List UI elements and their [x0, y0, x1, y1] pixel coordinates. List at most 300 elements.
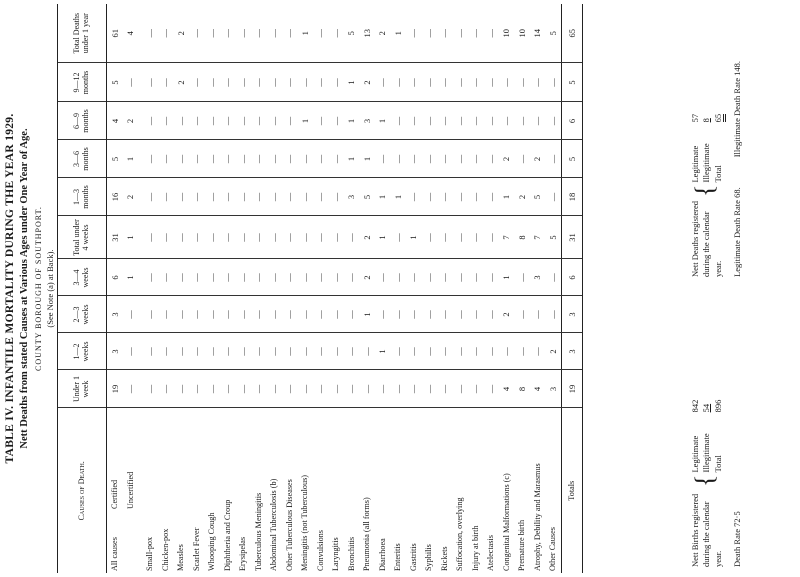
cause-label: Scarlet Fever	[191, 527, 201, 571]
value-cell: —	[406, 296, 422, 333]
value-cell: 3	[107, 296, 123, 333]
value-cell: —	[406, 102, 422, 140]
value-cell: —	[390, 140, 406, 178]
deaths-illegit-value: 8	[701, 118, 712, 123]
value-cell: —	[282, 259, 298, 296]
value-cell: —	[251, 216, 267, 259]
value-cell: —	[189, 178, 205, 216]
table-row	[437, 4, 453, 573]
table-row	[344, 4, 360, 573]
value-cell: 5	[545, 216, 561, 259]
value-cell: —	[452, 140, 468, 178]
value-cell: 2	[545, 333, 561, 370]
value-cell: —	[204, 333, 220, 370]
header-row	[58, 4, 107, 573]
table-row	[123, 4, 139, 573]
table-row	[235, 4, 251, 573]
totals-cell: 19	[561, 370, 582, 408]
value-cell: —	[328, 259, 344, 296]
cause-label: Atelectasis	[486, 535, 496, 571]
value-cell: 8	[514, 370, 530, 408]
value-cell: —	[437, 216, 453, 259]
value-cell: —	[266, 102, 282, 140]
value-cell: 4	[107, 102, 123, 140]
table-subtitle: Nett Deaths from stated Causes at Various Ages under One Year of Age.	[19, 128, 30, 449]
value-cell: 1	[499, 259, 515, 296]
value-cell: —	[220, 370, 236, 408]
value-cell: —	[452, 216, 468, 259]
cause-cell	[266, 408, 282, 573]
cause-label: Pneumonia (all forms)	[362, 497, 372, 571]
cause-label: Abdominal Tuberculosis (b)	[269, 478, 279, 571]
all-causes-label: All causes	[110, 537, 120, 571]
table-row	[173, 4, 189, 573]
cause-cell	[390, 408, 406, 573]
value-cell: —	[251, 259, 267, 296]
value-cell: 16	[107, 178, 123, 216]
value-cell: 19	[107, 370, 123, 408]
value-cell: —	[204, 259, 220, 296]
cause-label: Suffocation, overlying	[455, 497, 465, 571]
value-cell: —	[220, 4, 236, 63]
value-cell: —	[437, 102, 453, 140]
table-row	[158, 4, 174, 573]
value-cell: 4	[499, 370, 515, 408]
value-cell: 1	[375, 333, 391, 370]
births-block	[690, 400, 744, 567]
value-cell: 2	[375, 4, 391, 63]
value-cell: —	[235, 4, 251, 63]
totals-cell: 6	[561, 259, 582, 296]
value-cell: —	[421, 178, 437, 216]
value-cell: —	[313, 296, 329, 333]
value-cell: —	[514, 333, 530, 370]
cause-cell	[173, 408, 189, 573]
value-cell: —	[220, 63, 236, 102]
cause-label: Atrophy, Debility and Marasmus	[532, 463, 542, 571]
value-cell: 1	[499, 178, 515, 216]
value-cell: 3	[344, 178, 360, 216]
value-cell: —	[421, 296, 437, 333]
cause-label: Convulsions	[315, 530, 325, 571]
cause-cell	[142, 408, 158, 573]
cause-cell	[375, 408, 391, 573]
value-cell: —	[483, 178, 499, 216]
cause-cell	[189, 408, 205, 573]
cause-label: Measles	[176, 544, 186, 571]
value-cell: —	[452, 178, 468, 216]
value-cell: —	[251, 63, 267, 102]
value-cell: —	[235, 333, 251, 370]
value-cell: —	[123, 333, 139, 370]
value-cell: —	[158, 333, 174, 370]
value-cell: —	[142, 4, 158, 63]
totals-cell: 5	[561, 140, 582, 178]
value-cell: —	[483, 140, 499, 178]
cause-cell	[406, 408, 422, 573]
value-cell: —	[173, 333, 189, 370]
value-cell: —	[406, 140, 422, 178]
table-row	[514, 4, 530, 573]
value-cell: —	[406, 63, 422, 102]
value-cell: —	[437, 140, 453, 178]
cause-label: Diarrhoea	[377, 538, 387, 571]
deaths-label: Nett Deaths registered during the calendar year.	[690, 201, 723, 277]
value-cell: —	[204, 370, 220, 408]
value-cell: —	[468, 63, 484, 102]
births-illegit-label: Illegitimate	[701, 433, 712, 473]
totals-cell: 6	[561, 102, 582, 140]
value-cell: —	[483, 4, 499, 63]
value-cell: —	[437, 333, 453, 370]
value-cell: —	[266, 296, 282, 333]
value-cell: —	[421, 259, 437, 296]
cause-cell	[282, 408, 298, 573]
value-cell: —	[421, 370, 437, 408]
value-cell: —	[158, 140, 174, 178]
value-cell: —	[220, 140, 236, 178]
value-cell: —	[313, 4, 329, 63]
value-cell: —	[251, 4, 267, 63]
value-cell: 14	[530, 4, 546, 63]
value-cell: —	[545, 140, 561, 178]
cause-label: Other Causes	[548, 527, 558, 571]
value-cell: —	[375, 370, 391, 408]
value-cell: 2	[530, 140, 546, 178]
value-cell: 2	[499, 140, 515, 178]
value-cell: —	[282, 296, 298, 333]
value-cell: —	[437, 259, 453, 296]
totals-cell: 31	[561, 216, 582, 259]
cause-cell	[204, 408, 220, 573]
value-cell: 5	[530, 178, 546, 216]
value-cell: —	[204, 102, 220, 140]
table-row	[530, 4, 546, 573]
value-cell: 7	[499, 216, 515, 259]
header-cell: 3—6 months	[58, 140, 107, 178]
value-cell: —	[282, 4, 298, 63]
value-cell: —	[235, 259, 251, 296]
value-cell: —	[142, 259, 158, 296]
value-cell: —	[235, 370, 251, 408]
cause-label: Erysipelas	[238, 536, 248, 571]
cause-label: Laryngitis	[331, 537, 341, 571]
value-cell: —	[514, 140, 530, 178]
value-cell: —	[406, 259, 422, 296]
value-cell: —	[406, 178, 422, 216]
cause-label: Enteritis	[393, 543, 403, 571]
cause-cell	[545, 408, 561, 573]
value-cell: —	[204, 4, 220, 63]
value-cell: —	[421, 63, 437, 102]
value-cell: —	[313, 63, 329, 102]
totals-cell: 5	[561, 63, 582, 102]
births-label: Nett Births registered during the calendar year.	[690, 493, 723, 567]
value-cell: —	[328, 178, 344, 216]
value-cell: —	[328, 4, 344, 63]
cause-cell	[251, 408, 267, 573]
value-cell: —	[313, 140, 329, 178]
value-cell: —	[189, 333, 205, 370]
value-cell: —	[173, 178, 189, 216]
value-cell: —	[483, 370, 499, 408]
value-cell: —	[173, 296, 189, 333]
value-cell: —	[421, 333, 437, 370]
value-cell: —	[468, 4, 484, 63]
value-cell: 1	[344, 140, 360, 178]
table-title: TABLE IV. INFANTILE MORTALITY DURING THE YEAR 1929.	[4, 113, 16, 464]
table-row	[251, 4, 267, 573]
value-cell: —	[545, 102, 561, 140]
cause-cell	[437, 408, 453, 573]
value-cell: —	[452, 63, 468, 102]
cause-label: Tuberculous Meningitis	[253, 492, 263, 571]
value-cell: —	[313, 333, 329, 370]
value-cell: —	[266, 216, 282, 259]
value-cell: 1	[406, 216, 422, 259]
value-cell: —	[158, 102, 174, 140]
table-row	[390, 4, 406, 573]
cause-label: Other Tuberculous Diseases	[284, 479, 294, 571]
value-cell: —	[251, 296, 267, 333]
value-cell: —	[313, 259, 329, 296]
cause-cell	[359, 408, 375, 573]
value-cell: —	[452, 333, 468, 370]
totals-cell: 3	[561, 296, 582, 333]
table-row	[483, 4, 499, 573]
value-cell: 3	[545, 370, 561, 408]
value-cell: —	[173, 370, 189, 408]
value-cell: —	[437, 4, 453, 63]
table-row	[297, 4, 313, 573]
value-cell: —	[282, 178, 298, 216]
value-cell: —	[421, 4, 437, 63]
borough-name: COUNTY BOROUGH OF SOUTHPORT.	[34, 206, 43, 371]
value-cell: —	[313, 102, 329, 140]
value-cell: 5	[344, 4, 360, 63]
cause-cell	[107, 408, 123, 573]
value-cell: —	[421, 140, 437, 178]
value-cell: —	[545, 178, 561, 216]
births-total-value: 896	[712, 399, 723, 413]
value-cell: 5	[545, 4, 561, 63]
value-cell: —	[483, 216, 499, 259]
value-cell: —	[142, 370, 158, 408]
value-cell: —	[189, 296, 205, 333]
value-cell: —	[499, 102, 515, 140]
value-cell: —	[158, 178, 174, 216]
value-cell: —	[158, 370, 174, 408]
value-cell: 1	[123, 216, 139, 259]
table-row	[204, 4, 220, 573]
value-cell: 1	[297, 4, 313, 63]
table-row	[328, 4, 344, 573]
value-cell: —	[158, 296, 174, 333]
value-cell: —	[468, 333, 484, 370]
deaths-total-value: 65	[713, 114, 726, 123]
value-cell: 2	[123, 178, 139, 216]
illegit-death-rate: Illegitimate Death Rate 148.	[732, 60, 743, 158]
cause-cell	[297, 408, 313, 573]
value-cell: 2	[359, 259, 375, 296]
brace-icon: {	[690, 184, 719, 197]
cause-label: Injury at birth	[470, 525, 480, 571]
value-cell: —	[514, 259, 530, 296]
value-cell: —	[390, 63, 406, 102]
value-cell: 2	[359, 63, 375, 102]
table-note: (See Note (a) at Back).	[45, 249, 55, 328]
value-cell: —	[499, 333, 515, 370]
value-cell: 1	[344, 63, 360, 102]
value-cell: 10	[514, 4, 530, 63]
value-cell: —	[158, 63, 174, 102]
value-cell: —	[266, 178, 282, 216]
value-cell: 1	[123, 140, 139, 178]
header-cell: 2—3 weeks	[58, 296, 107, 333]
header-cell: Total Deaths under 1 year	[58, 4, 107, 63]
births-total-label: Total	[712, 455, 723, 473]
value-cell: —	[390, 296, 406, 333]
value-cell: —	[297, 370, 313, 408]
cause-cell	[483, 408, 499, 573]
table-row	[266, 4, 282, 573]
value-cell: —	[173, 259, 189, 296]
value-cell: —	[483, 63, 499, 102]
value-cell: —	[266, 140, 282, 178]
value-cell: —	[421, 216, 437, 259]
value-cell: —	[220, 259, 236, 296]
value-cell: —	[282, 63, 298, 102]
value-cell: —	[220, 296, 236, 333]
value-cell: 2	[359, 216, 375, 259]
table-row	[406, 4, 422, 573]
value-cell: —	[437, 296, 453, 333]
value-cell: —	[452, 259, 468, 296]
value-cell: —	[173, 140, 189, 178]
cause-label: Chicken-pox	[160, 528, 170, 571]
value-cell: 2	[123, 102, 139, 140]
value-cell: —	[328, 63, 344, 102]
cause-cell	[499, 408, 515, 573]
births-legit-label: Legitimate	[690, 435, 700, 473]
value-cell: —	[375, 259, 391, 296]
value-cell: 2	[499, 296, 515, 333]
table-row	[107, 4, 123, 573]
value-cell: —	[266, 333, 282, 370]
totals-label: Totals	[561, 408, 582, 573]
table-row	[313, 4, 329, 573]
value-cell: —	[390, 259, 406, 296]
value-cell: —	[142, 216, 158, 259]
value-cell: —	[189, 259, 205, 296]
value-cell: 1	[123, 259, 139, 296]
cause-label: Small-pox	[145, 536, 155, 571]
value-cell: —	[313, 370, 329, 408]
value-cell: —	[452, 102, 468, 140]
value-cell: —	[123, 296, 139, 333]
table-row	[499, 4, 515, 573]
value-cell: —	[235, 178, 251, 216]
value-cell: —	[282, 140, 298, 178]
value-cell: —	[235, 216, 251, 259]
value-cell: —	[123, 63, 139, 102]
cause-label: Certified	[110, 479, 120, 509]
value-cell: —	[359, 333, 375, 370]
value-cell: —	[545, 63, 561, 102]
value-cell: —	[282, 216, 298, 259]
header-cell: Under 1 week	[58, 370, 107, 408]
births-legit-value: 842	[690, 399, 700, 413]
value-cell: —	[499, 63, 515, 102]
value-cell: —	[297, 216, 313, 259]
value-cell: —	[375, 296, 391, 333]
cause-label: Premature birth	[517, 519, 527, 571]
value-cell: —	[235, 102, 251, 140]
value-cell: —	[266, 370, 282, 408]
value-cell: —	[375, 63, 391, 102]
value-cell: —	[514, 63, 530, 102]
value-cell: 1	[344, 102, 360, 140]
value-cell: —	[251, 333, 267, 370]
value-cell: —	[328, 216, 344, 259]
value-cell: —	[282, 333, 298, 370]
cause-label: Rickets	[439, 546, 449, 571]
cause-cell	[220, 408, 236, 573]
value-cell: 4	[530, 370, 546, 408]
cause-label: Congenital Malformations (c)	[501, 473, 511, 571]
value-cell: —	[142, 296, 158, 333]
value-cell: 1	[375, 216, 391, 259]
value-cell: —	[235, 63, 251, 102]
value-cell: —	[437, 63, 453, 102]
value-cell: —	[390, 216, 406, 259]
value-cell: —	[282, 102, 298, 140]
value-cell: —	[530, 333, 546, 370]
value-cell: —	[468, 178, 484, 216]
header-cell: 1—2 weeks	[58, 333, 107, 370]
value-cell: —	[468, 216, 484, 259]
value-cell: —	[158, 259, 174, 296]
value-cell: —	[483, 296, 499, 333]
value-cell: —	[297, 296, 313, 333]
table-row	[359, 4, 375, 573]
header-cell: 9—12 months	[58, 63, 107, 102]
value-cell: 1	[359, 140, 375, 178]
value-cell: 1	[375, 102, 391, 140]
deaths-illegit-label: Illegitimate	[701, 143, 712, 183]
value-cell: —	[204, 63, 220, 102]
deaths-block	[690, 61, 744, 277]
header-cell: Causes of Death.	[58, 408, 107, 573]
value-cell: —	[220, 333, 236, 370]
value-cell: —	[158, 216, 174, 259]
cause-cell	[235, 408, 251, 573]
value-cell: 13	[359, 4, 375, 63]
value-cell: —	[251, 102, 267, 140]
value-cell: —	[452, 370, 468, 408]
value-cell: —	[251, 370, 267, 408]
table-body	[107, 4, 583, 573]
value-cell: —	[282, 370, 298, 408]
cause-cell	[452, 408, 468, 573]
header-cell: 1—3 months	[58, 178, 107, 216]
table-row	[142, 4, 158, 573]
value-cell: 5	[359, 178, 375, 216]
value-cell: —	[158, 4, 174, 63]
value-cell: —	[204, 296, 220, 333]
value-cell: —	[204, 140, 220, 178]
value-cell: 1	[375, 178, 391, 216]
